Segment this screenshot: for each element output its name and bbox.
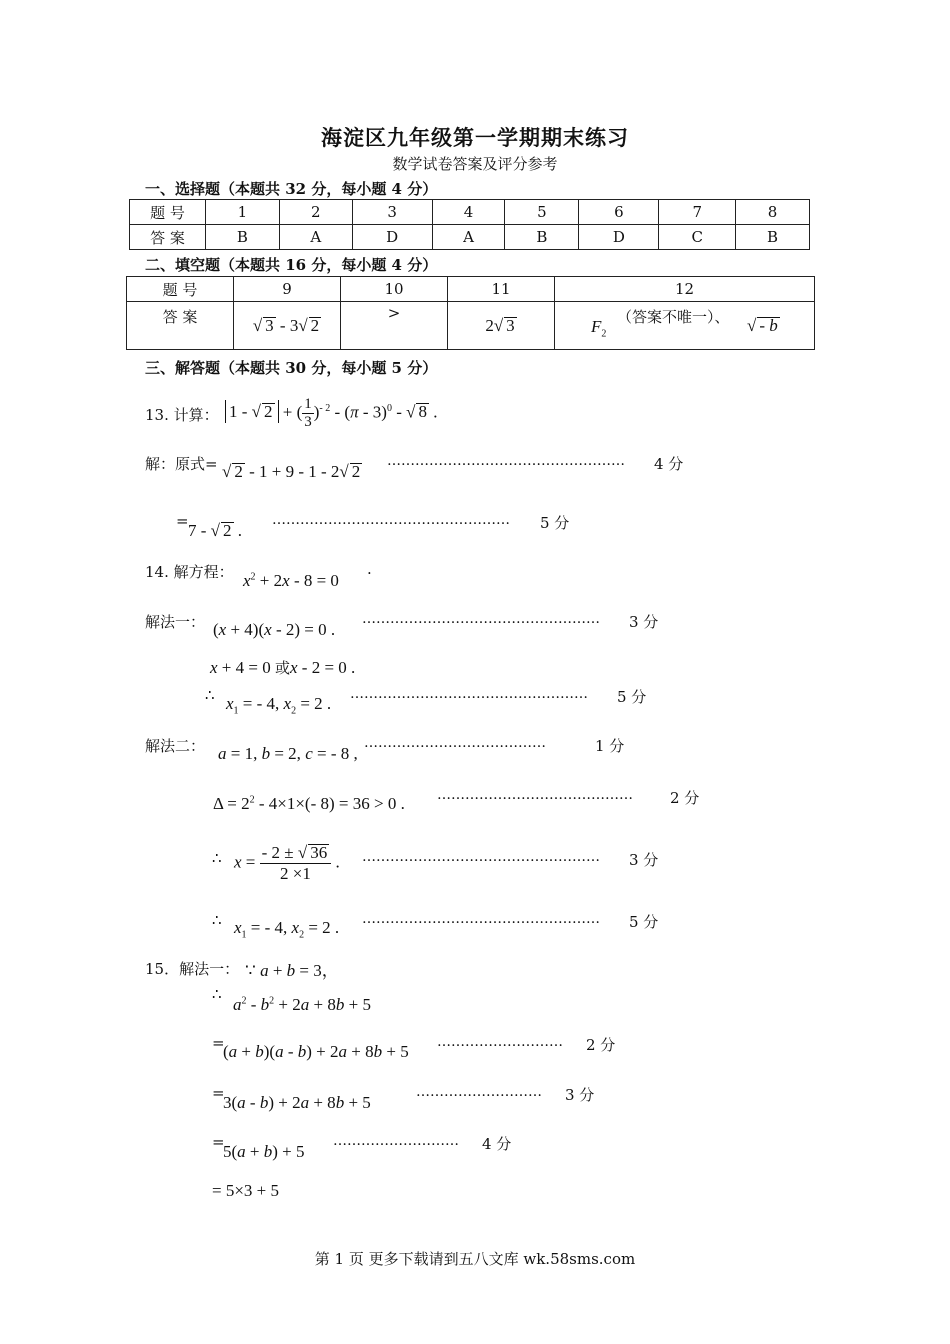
q14-m2-step1: a = 1, b = 2, c = - 8 , (218, 744, 358, 763)
page-footer: 第 1 页 更多下载请到五八文库 wk.58sms.com (314, 1250, 636, 1268)
row-label: 题 号 (127, 277, 234, 302)
section1-answer-table (129, 199, 810, 250)
table-cell: A (432, 225, 505, 250)
dotted-leader: ……………………… (333, 1133, 459, 1149)
q14-method2-label: 解法二： (145, 737, 206, 755)
q14-equation: $x^2 + 2x - 8 = 0$ (243, 571, 339, 590)
score-label: 2 分 (670, 789, 700, 807)
table-cell: 9 (234, 277, 341, 302)
table-row (127, 277, 815, 302)
q15-expression: $a^2 - b^2 + 2a + 8b + 5$ (233, 995, 371, 1014)
answer-9: √ 3 - 3√ 2 (234, 302, 341, 350)
score-label: 3 分 (629, 613, 659, 631)
table-cell: 4 (432, 200, 505, 225)
dotted-leader: …………………………………………… (362, 849, 600, 865)
score-label: 1 分 (595, 737, 625, 755)
table-cell: B (505, 225, 579, 250)
q13-expression: 1 - √ 2 + ( $\frac{1}{3}$ )$^{- 2}$ - (π - 3)$^0$ - √ 8 . (225, 396, 437, 431)
table-cell: C (659, 225, 736, 250)
answer-12-note: （答案不唯一）、 (617, 308, 730, 326)
therefore-symbol: ∴ (205, 686, 215, 704)
therefore-symbol: ∴ (212, 849, 222, 867)
table-cell: 2 (279, 200, 352, 225)
table-cell: 6 (579, 200, 659, 225)
table-cell: 11 (448, 277, 555, 302)
section1-heading: 一、选择题（本题共 32 分，每小题 4 分） (145, 180, 438, 198)
answer-10: > (341, 302, 448, 350)
q15-step4: = 5×3 + 5 (212, 1181, 280, 1200)
q15-label: 15．解法一： (145, 960, 240, 978)
table-row (127, 302, 815, 350)
score-label: 2 分 (586, 1036, 616, 1054)
equals-sign: = (176, 512, 189, 530)
table-cell: B (206, 225, 280, 250)
q14-method1-label: 解法一： (145, 613, 206, 631)
dotted-leader: …………………………………………… (362, 611, 600, 627)
score-label: 4 分 (482, 1135, 512, 1153)
row-label: 答 案 (127, 302, 234, 350)
table-cell: 5 (505, 200, 579, 225)
table-cell: 3 (352, 200, 432, 225)
q14-m1-step2: x + 4 = 0 或x - 2 = 0 . (210, 658, 356, 677)
q13-step2: 7 - √ 2 . (188, 521, 242, 540)
dotted-leader: …………………………………………… (272, 512, 510, 528)
table-cell: D (579, 225, 659, 250)
row-label: 题 号 (130, 200, 206, 225)
score-label: 5 分 (617, 688, 647, 706)
q14-m2-discriminant: $\Delta = 2^2 - 4\times 1\times(-$ 8) = 36 > 0 . (213, 794, 405, 813)
equals-sign: = (212, 1034, 225, 1052)
punctuation: . (367, 560, 372, 578)
dotted-leader: ……………………… (416, 1084, 542, 1100)
page-title: 海淀区九年级第一学期期末练习 (321, 125, 629, 150)
table-cell: D (352, 225, 432, 250)
page-subtitle: 数学试卷答案及评分参考 (392, 155, 558, 173)
equals-sign: = (212, 1133, 225, 1151)
dotted-leader: …………………………………… (437, 787, 633, 803)
q14-m1-result: $x_1$ = - 4, $x_2 = 2$ . (226, 694, 332, 717)
q13-solution-label: 解：原式= (145, 455, 218, 473)
q14-m2-formula: x = $\frac{- 2 \pm √ 36}{2 \times 1}$ . (234, 843, 340, 883)
table-cell: B (736, 225, 810, 250)
q15-step2: 3(a - b) + 2a + 8b + 5 (223, 1093, 371, 1112)
answer-12: $F_2$ （答案不唯一）、 √ - b (555, 302, 815, 350)
dotted-leader: ……………………… (437, 1034, 563, 1050)
q14-m2-result: $x_1$ = - 4, $x_2 = 2$ . (234, 918, 340, 941)
therefore-symbol: ∴ (212, 911, 222, 929)
score-label: 3 分 (565, 1086, 595, 1104)
q13-step1: √ 2 - 1 + 9 - 1 - 2√ 2 (222, 462, 361, 481)
dotted-leader: …………………………………………… (387, 453, 625, 469)
score-label: 5 分 (629, 913, 659, 931)
table-cell: A (279, 225, 352, 250)
table-cell: 1 (206, 200, 280, 225)
score-label: 5 分 (540, 514, 570, 532)
q14-m1-step1: (x + 4)(x - 2) = 0 . (213, 620, 336, 639)
equals-sign: = (212, 1084, 225, 1102)
row-label: 答 案 (130, 225, 206, 250)
table-cell: 10 (341, 277, 448, 302)
q14-label: 14. 解方程： (145, 563, 234, 581)
or-word: 或 (274, 661, 290, 677)
section2-answer-table (126, 276, 815, 350)
table-row (130, 225, 810, 250)
score-label: 4 分 (654, 455, 684, 473)
dotted-leader: ………………………………… (364, 735, 546, 751)
q13-label: 13. 计算： (145, 406, 219, 424)
q15-step1: (a + b)(a - b) + 2a + 8b + 5 (223, 1042, 409, 1061)
dotted-leader: …………………………………………… (350, 686, 588, 702)
dotted-leader: …………………………………………… (362, 911, 600, 927)
therefore-symbol: ∴ (212, 985, 222, 1003)
score-label: 3 分 (629, 851, 659, 869)
q15-given: ∵ a + b = 3， (245, 961, 339, 980)
table-cell: 7 (659, 200, 736, 225)
table-row (130, 200, 810, 225)
table-cell: 12 (555, 277, 815, 302)
section3-heading: 三、解答题（本题共 30 分，每小题 5 分） (145, 359, 438, 377)
q15-step3: 5(a + b) + 5 (223, 1142, 305, 1161)
table-cell: 8 (736, 200, 810, 225)
answer-11: 2√ 3 (448, 302, 555, 350)
section2-heading: 二、填空题（本题共 16 分，每小题 4 分） (145, 256, 438, 274)
